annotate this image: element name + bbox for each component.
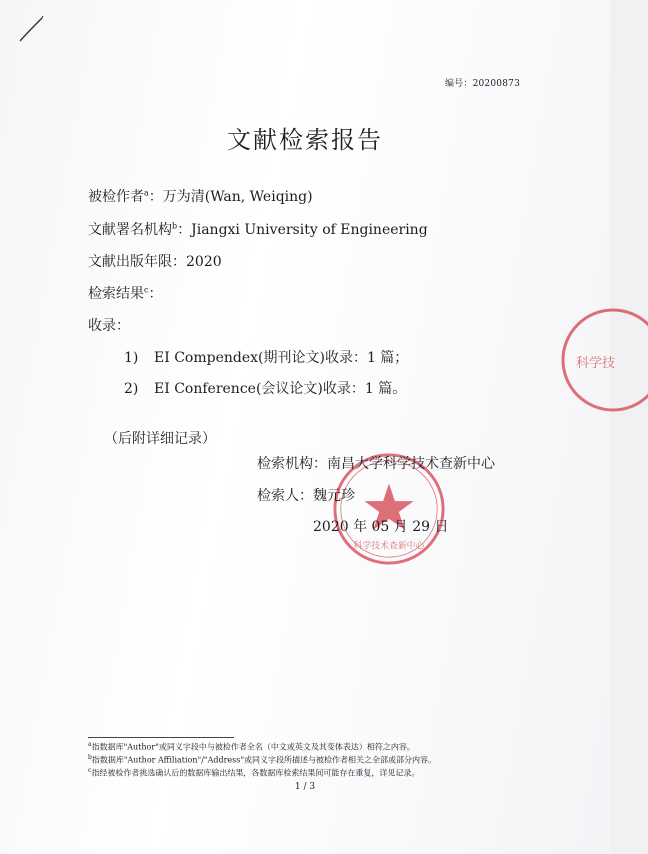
author-footnote-mark: a bbox=[144, 188, 149, 198]
affiliation-label: 文献署名机构 bbox=[88, 222, 172, 238]
appendix-note: （后附详细记录） bbox=[104, 431, 216, 447]
list-item-text: EI Conference(会议论文)收录：1 篇。 bbox=[154, 381, 407, 397]
page-title: 文献检索报告 bbox=[227, 126, 383, 154]
affiliation-footnote-mark: b bbox=[172, 221, 178, 231]
footnote bbox=[88, 754, 436, 766]
result-suffix: ： bbox=[148, 286, 163, 302]
footnote-mark: a bbox=[88, 741, 92, 748]
seal-text: 科学技术查新中心 bbox=[353, 541, 425, 552]
search-agency: 检索机构：南昌大学科学技术查新中心 bbox=[257, 456, 495, 472]
list-item bbox=[124, 378, 406, 398]
list-item bbox=[124, 347, 408, 367]
affiliation-line bbox=[88, 219, 428, 239]
footnote-text: 指数据库"Author Affiliation"/"Address"或同义字段所描述与被检作者相关之全部或部分内容。 bbox=[91, 755, 437, 765]
document-number: 编号：20200873 bbox=[444, 79, 520, 89]
list-item-number: 2) bbox=[124, 381, 139, 397]
footnote bbox=[88, 741, 415, 753]
edge-seal-text: 科学技 bbox=[576, 356, 616, 371]
year-line bbox=[88, 251, 222, 271]
year-label: 文献出版年限： bbox=[88, 254, 186, 270]
affiliation-value: ：Jiangxi University of Engineering bbox=[177, 222, 428, 238]
year-value: 2020 bbox=[186, 254, 222, 270]
footnote bbox=[88, 767, 419, 779]
searcher: 检索人：魏元珍 bbox=[257, 488, 355, 504]
footnote-text: 指经被检作者挑选确认后的数据库输出结果，各数据库检索结果间可能存在重复，详见记录。 bbox=[91, 768, 420, 778]
result-footnote-mark: c bbox=[144, 285, 149, 295]
list-item-text: EI Compendex(期刊论文)收录：1 篇； bbox=[154, 350, 409, 366]
footnote-mark: c bbox=[88, 767, 92, 774]
author-label: 被检作者 bbox=[88, 189, 144, 205]
footnote-text: 指数据库"Author"或同义字段中与被检作者全名（中文或英文及其变体表达）相符之内容。 bbox=[91, 742, 415, 752]
result-line bbox=[88, 283, 162, 303]
list-item-number: 1) bbox=[124, 350, 139, 366]
result-label: 检索结果 bbox=[88, 286, 144, 302]
edge-seal bbox=[558, 305, 648, 415]
report-date: 2020 年 05 月 29 日 bbox=[313, 519, 449, 535]
footnote-divider bbox=[88, 737, 234, 738]
footnote-mark: b bbox=[88, 754, 92, 761]
author-line bbox=[88, 186, 313, 206]
author-value: ：万为清(Wan, Weiqing) bbox=[148, 189, 313, 205]
included-label: 收录： bbox=[88, 318, 130, 334]
page-number: 1 / 3 bbox=[294, 782, 316, 792]
pen-mark bbox=[16, 14, 46, 44]
